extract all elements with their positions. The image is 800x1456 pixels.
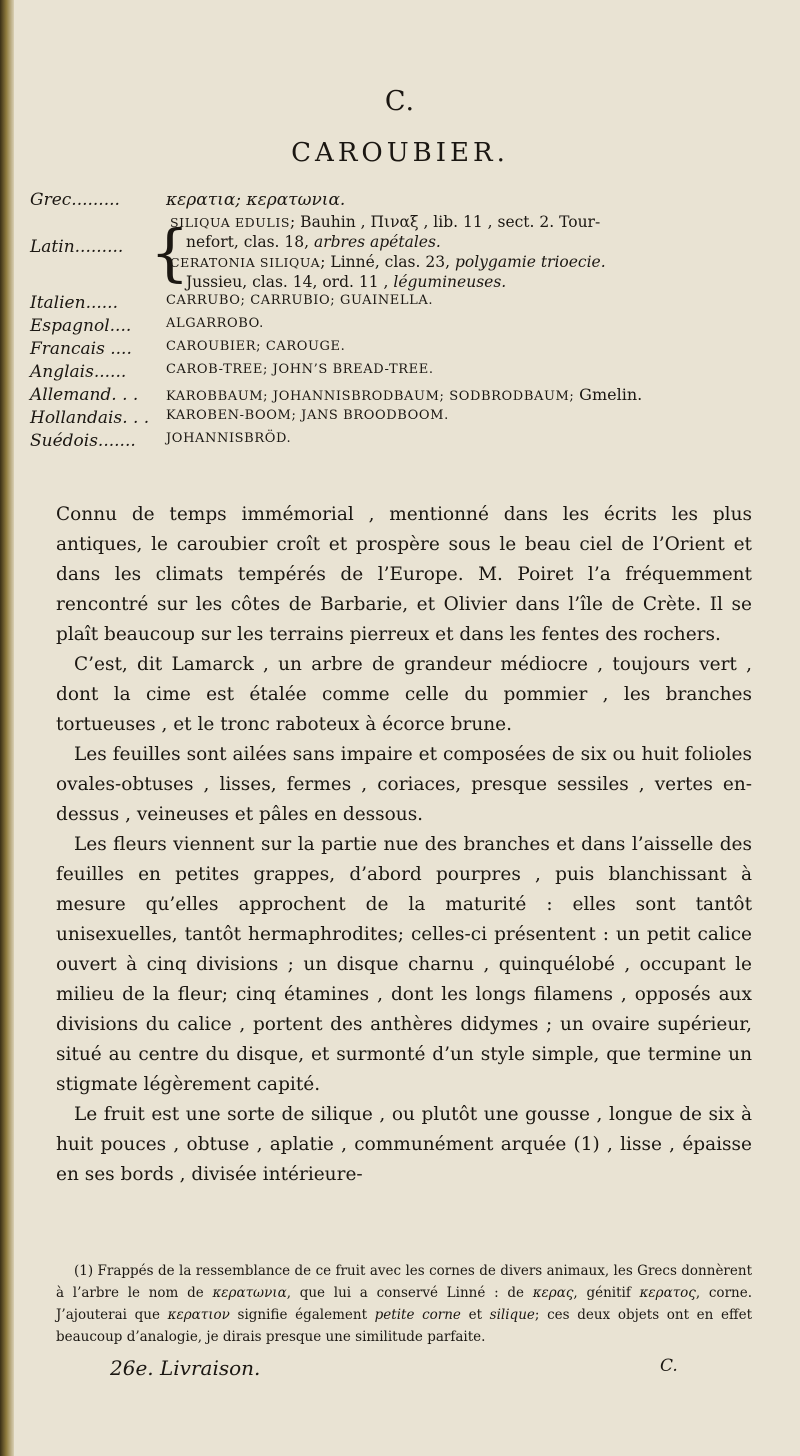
spanish-names: ALGARROBO. — [166, 316, 264, 331]
language-label: Espagnol.... — [30, 316, 132, 336]
name-row-english — [30, 362, 770, 385]
latin-line: SILIQUA EDULIS; Bauhin , Πιναξ , lib. 11 , sect. 2. Tour- — [170, 213, 601, 231]
language-label: Grec......... — [30, 190, 120, 210]
footnote: (1) Frappés de la ressemblance de ce fruit avec les cornes de divers animaux, les Grecs donnèrent à l’arbre le nom de κερατωνια, que lui a conservé Linné : de κερας, génitif κερατος, corne. J’ajouterai que κερατιον signifie également petite corne et silique; ces deux objets ont en effet beaucoup d’analogie, je dirais presque une similitude parfaite. — [56, 1263, 753, 1345]
name-row-swedish — [30, 431, 770, 454]
paragraph: Les feuilles sont ailées sans impaire et composées de six ou huit folioles ovales-obtuses , lisses, fermes , coriaces, presque sessiles , vertes en-dessus , veineuses et pâles en dessous. — [56, 744, 752, 825]
body-text — [56, 500, 752, 1190]
english-names: CAROB-TREE; JOHN’S BREAD-TREE. — [166, 362, 434, 377]
name-row-spanish — [30, 316, 770, 339]
swedish-names: JOHANNISBRÖD. — [166, 431, 292, 446]
language-label: Allemand. . . — [30, 385, 139, 405]
livraison-label: 26e. Livraison. — [110, 1356, 261, 1380]
page-footer — [110, 1356, 750, 1380]
language-label: Francais .... — [30, 339, 132, 359]
italian-names: CARRUBO; CARRUBIO; GUAINELLA. — [166, 293, 434, 308]
language-label: Suédois....... — [30, 431, 136, 451]
name-row-german — [30, 385, 770, 408]
paragraph: Connu de temps immémorial , mentionné dans les écrits les plus antiques, le caroubier croît et prospère sous le beau ciel de l’Orient et dans les climats tempérés de l’Europe. M. Poiret l’a fréquemment rencontré sur les côtes de Barbarie, et Olivier dans l’île de Crète. Il se plaît beaucoup sur les terrains pierreux et dans les fentes des rochers. — [56, 504, 752, 645]
language-label: Anglais...... — [30, 362, 127, 382]
vernacular-names-table — [30, 190, 770, 454]
brace-glyph: { — [150, 216, 190, 289]
paragraph: Le fruit est une sorte de silique , ou plutôt une gousse , longue de six à huit pouces , obtuse , aplatie , communément arquée (1) , lisse , épaisse en ses bords , divisée intérieure- — [56, 1104, 752, 1185]
greek-names: κερατια; κερατωνια. — [166, 190, 346, 210]
paragraph: C’est, dit Lamarck , un arbre de grandeur médiocre , toujours vert , dont la cime est étalée comme celle du pommier , les branches tortueuses , et le tronc raboteux à écorce brune. — [56, 654, 752, 735]
dutch-names: KAROBEN-BOOM; JANS BROODBOOM. — [166, 408, 449, 423]
latin-line: Jussieu, clas. 14, ord. 11 , légumineuses. — [186, 273, 507, 291]
language-label: Latin......... — [30, 237, 124, 257]
latin-line: nefort, clas. 18, arbres apétales. — [186, 233, 441, 251]
page-title: CAROUBIER. — [291, 138, 509, 168]
name-row-greek — [30, 190, 770, 213]
german-names: KAROBBAUM; JOHANNISBRODBAUM; SODBRODBAUM; Gmelin. — [166, 385, 643, 404]
paragraph: Les fleurs viennent sur la partie nue des branches et dans l’aisselle des feuilles en petites grappes, d’abord pourpres , puis blanchissant à mesure qu’elles approchent de la maturité : elles sont tantôt unisexuelles, tantôt hermaphrodites; celles-ci présentent : un petit calice ouvert à cinq divisions ; un disque charnu , quinquélobé , occupant le milieu de la fleur; cinq étamines , dont les longs filamens , opposés aux divisions du calice , portent des anthères didymes ; un ovaire supérieur, situé au centre du disque, et surmonté d’un style simple, que termine un stigmate légèrement capité. — [56, 834, 752, 1095]
french-names: CAROUBIER; CAROUGE. — [166, 339, 346, 354]
latin-line: CERATONIA SILIQUA; Linné, clas. 23, polygamie trioecie. — [170, 253, 606, 271]
language-label: Italien...... — [30, 293, 118, 313]
name-row-latin — [30, 213, 770, 293]
name-row-french — [30, 339, 770, 362]
name-row-italian — [30, 293, 770, 316]
signature-mark: C. — [660, 1356, 678, 1376]
section-letter: C. — [384, 86, 416, 117]
name-row-dutch — [30, 408, 770, 431]
language-label: Hollandais. . . — [30, 408, 150, 428]
